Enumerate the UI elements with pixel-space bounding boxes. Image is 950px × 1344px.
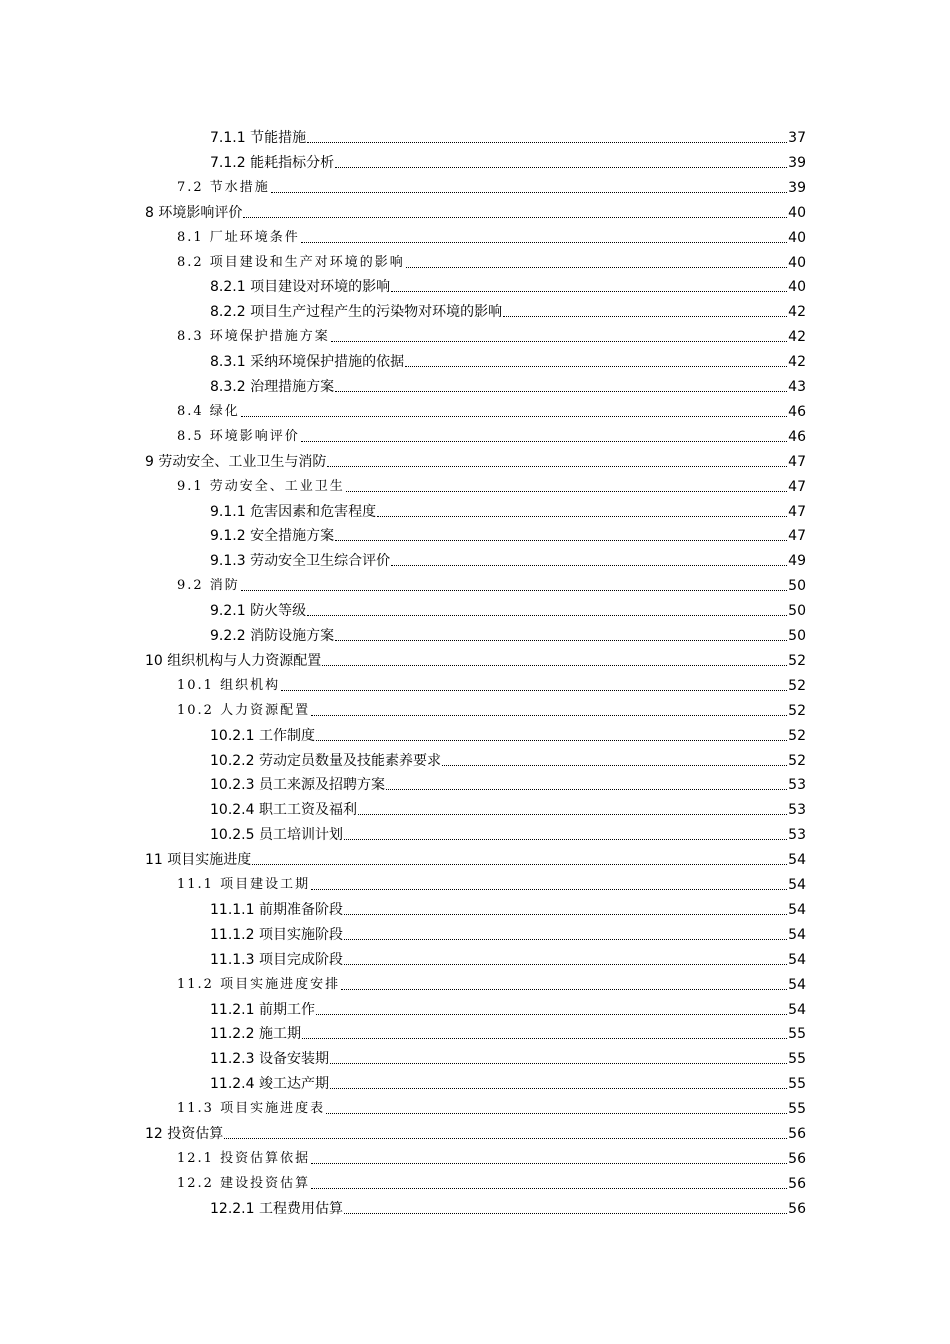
- toc-entry-page-number: 46: [788, 428, 806, 445]
- toc-entry-title: 11.2.4 竣工达产期: [210, 1076, 329, 1093]
- toc-dot-leader: [391, 289, 787, 292]
- toc-dot-leader: [316, 1012, 787, 1015]
- toc-entry-title: 11.2 项目实施进度安排: [177, 976, 341, 992]
- toc-entry-title: 12.2 建设投资估算: [177, 1175, 311, 1191]
- toc-dot-leader: [341, 987, 787, 990]
- toc-entry-title: 11.2.3 设备安装期: [210, 1051, 329, 1068]
- toc-dot-leader: [346, 489, 787, 492]
- toc-entry-title: 12.2.1 工程费用估算: [210, 1200, 343, 1217]
- toc-entry-page-number: 52: [788, 727, 806, 744]
- toc-entry[interactable]: [177, 1096, 806, 1118]
- toc-entry-page-number: 39: [788, 154, 806, 171]
- toc-entry-page-number: 39: [788, 179, 806, 196]
- toc-dot-leader: [311, 1161, 787, 1164]
- toc-entry[interactable]: [210, 1196, 806, 1218]
- toc-entry[interactable]: [145, 200, 806, 222]
- toc-dot-leader: [442, 763, 787, 766]
- toc-dot-leader: [331, 339, 787, 342]
- toc-entry-title: 10.2.4 职工工资及福利: [210, 802, 357, 819]
- toc-entry-title: 9.2.2 消防设施方案: [210, 628, 335, 644]
- toc-dot-leader: [344, 1211, 787, 1214]
- toc-dot-leader: [358, 812, 787, 815]
- toc-dot-leader: [335, 389, 787, 392]
- toc-entry[interactable]: [210, 299, 806, 321]
- toc-entry[interactable]: [210, 150, 806, 172]
- toc-entry[interactable]: [177, 673, 806, 695]
- toc-entry-page-number: 54: [788, 926, 806, 943]
- toc-dot-leader: [311, 887, 787, 890]
- toc-entry-page-number: 50: [788, 628, 806, 644]
- toc-dot-leader: [301, 240, 787, 243]
- toc-entry-title: 9.2 消防: [177, 578, 240, 594]
- toc-dot-leader: [302, 1036, 787, 1039]
- toc-entry-page-number: 40: [788, 229, 806, 246]
- toc-dot-leader: [344, 912, 787, 915]
- toc-entry[interactable]: [210, 598, 806, 620]
- toc-entry-title: 7.1.2 能耗指标分析: [210, 154, 335, 171]
- toc-entry[interactable]: [210, 1071, 806, 1093]
- toc-entry-page-number: 52: [788, 652, 806, 669]
- toc-entry[interactable]: [145, 1121, 806, 1143]
- toc-entry-title: 8.5 环境影响评价: [177, 428, 300, 444]
- toc-entry-page-number: 40: [788, 279, 806, 296]
- toc-entry-page-number: 42: [788, 304, 806, 321]
- toc-dot-leader: [405, 364, 787, 367]
- toc-entry[interactable]: [210, 125, 806, 147]
- toc-dot-leader: [326, 1111, 787, 1114]
- toc-entry-title: 11.1.3 项目完成阶段: [210, 951, 343, 968]
- toc-entry-page-number: 56: [788, 1126, 806, 1142]
- toc-entry-title: 9.2.1 防火等级: [210, 603, 307, 620]
- toc-entry[interactable]: [210, 947, 806, 969]
- toc-entry-page-number: 50: [788, 603, 806, 620]
- toc-entry-title: 9.1 劳动安全、工业卫生: [177, 478, 345, 494]
- toc-entry[interactable]: [210, 797, 806, 819]
- toc-entry[interactable]: [145, 648, 806, 670]
- toc-dot-leader: [243, 215, 787, 218]
- toc-dot-leader: [307, 613, 787, 616]
- toc-entry[interactable]: [210, 748, 806, 770]
- toc-entry-page-number: 53: [788, 777, 806, 794]
- toc-entry[interactable]: [145, 449, 806, 471]
- toc-dot-leader: [271, 190, 787, 193]
- toc-entry-title: 10.2 人力资源配置: [177, 702, 311, 718]
- toc-entry-title: 10.2.3 员工来源及招聘方案: [210, 777, 385, 794]
- toc-entry[interactable]: [177, 324, 806, 346]
- toc-entry-page-number: 53: [788, 827, 806, 844]
- toc-entry-title: 8.4 绿化: [177, 403, 240, 419]
- toc-entry-page-number: 54: [788, 976, 806, 993]
- toc-dot-leader: [386, 787, 787, 790]
- toc-entry-title: 7.2 节水措施: [177, 179, 270, 195]
- toc-entry-title: 10.1 组织机构: [177, 677, 281, 693]
- toc-entry-page-number: 56: [788, 1150, 806, 1167]
- toc-entry-page-number: 55: [788, 1051, 806, 1068]
- toc-entry-title: 8.2.2 项目生产过程产生的污染物对环境的影响: [210, 304, 503, 321]
- toc-entry[interactable]: [177, 1146, 806, 1168]
- toc-entry[interactable]: [177, 872, 806, 894]
- toc-entry-title: 9 劳动安全、工业卫生与消防: [145, 453, 327, 470]
- toc-entry-page-number: 56: [788, 1200, 806, 1217]
- toc-entry-page-number: 52: [788, 702, 806, 719]
- toc-entry-title: 10.2.1 工作制度: [210, 727, 315, 744]
- toc-entry[interactable]: [177, 698, 806, 720]
- toc-entry[interactable]: [210, 623, 806, 645]
- toc-entry-page-number: 54: [788, 852, 806, 869]
- toc-entry-page-number: 54: [788, 951, 806, 968]
- toc-dot-leader: [327, 464, 787, 467]
- toc-entry[interactable]: [210, 499, 806, 521]
- toc-entry-page-number: 37: [788, 130, 806, 146]
- toc-dot-leader: [330, 1061, 787, 1064]
- toc-entry-title: 12 投资估算: [145, 1126, 224, 1142]
- toc-dot-leader: [335, 165, 787, 168]
- toc-entry-page-number: 55: [788, 1076, 806, 1093]
- toc-entry-page-number: 55: [788, 1026, 806, 1043]
- toc-entry[interactable]: [210, 374, 806, 396]
- toc-entry[interactable]: [177, 1171, 806, 1193]
- toc-entry-title: 10 组织机构与人力资源配置: [145, 652, 322, 669]
- toc-entry-page-number: 50: [788, 578, 806, 595]
- toc-entry[interactable]: [177, 399, 806, 421]
- toc-entry-page-number: 55: [788, 1101, 806, 1118]
- toc-dot-leader: [330, 1086, 787, 1089]
- toc-entry[interactable]: [210, 922, 806, 944]
- toc-entry-title: 11 项目实施进度: [145, 852, 252, 869]
- toc-entry[interactable]: [210, 548, 806, 570]
- toc-entry-title: 9.1.3 劳动安全卫生综合评价: [210, 553, 391, 570]
- toc-entry-page-number: 46: [788, 403, 806, 420]
- toc-dot-leader: [503, 314, 787, 317]
- toc-dot-leader: [316, 738, 787, 741]
- toc-entry-title: 11.1 项目建设工期: [177, 877, 311, 892]
- toc-entry-title: 8 环境影响评价: [145, 204, 243, 221]
- toc-entry[interactable]: [210, 523, 806, 545]
- toc-entry-title: 8.3 环境保护措施方案: [177, 329, 330, 345]
- toc-entry[interactable]: [210, 723, 806, 745]
- toc-entry[interactable]: [210, 349, 806, 371]
- toc-entry-page-number: 54: [788, 877, 806, 893]
- toc-entry-page-number: 47: [788, 478, 806, 495]
- toc-entry-title: 9.1.1 危害因素和危害程度: [210, 503, 377, 520]
- toc-entry[interactable]: [210, 822, 806, 844]
- toc-entry-title: 11.1.1 前期准备阶段: [210, 901, 343, 918]
- toc-dot-leader: [311, 1186, 787, 1189]
- toc-entry-title: 8.3.2 治理措施方案: [210, 379, 335, 395]
- toc-entry-title: 11.3 项目实施进度表: [177, 1101, 326, 1117]
- toc-dot-leader: [344, 837, 787, 840]
- toc-dot-leader: [335, 638, 787, 641]
- toc-entry[interactable]: [210, 1021, 806, 1043]
- toc-entry-page-number: 43: [788, 379, 806, 395]
- toc-entry[interactable]: [177, 250, 806, 272]
- toc-entry[interactable]: [145, 847, 806, 869]
- toc-entry-page-number: 53: [788, 802, 806, 819]
- toc-dot-leader: [322, 663, 787, 666]
- toc-entry[interactable]: [177, 175, 806, 197]
- toc-entry[interactable]: [177, 573, 806, 595]
- toc-entry-title: 8.2 项目建设和生产对环境的影响: [177, 254, 405, 270]
- toc-entry-page-number: 42: [788, 329, 806, 346]
- toc-entry-page-number: 47: [788, 503, 806, 520]
- toc-entry[interactable]: [177, 972, 806, 994]
- toc-entry[interactable]: [210, 897, 806, 919]
- toc-entry-title: 10.2.2 劳动定员数量及技能素养要求: [210, 752, 441, 769]
- toc-entry[interactable]: [177, 225, 806, 247]
- toc-entry-title: 12.1 投资估算依据: [177, 1150, 311, 1166]
- toc-entry-title: 8.2.1 项目建设对环境的影响: [210, 279, 391, 296]
- toc-entry[interactable]: [177, 424, 806, 446]
- toc-entry-title: 10.2.5 员工培训计划: [210, 827, 343, 844]
- toc-entry-page-number: 40: [788, 204, 806, 221]
- toc-dot-leader: [252, 862, 787, 865]
- toc-entry-title: 9.1.2 安全措施方案: [210, 528, 335, 545]
- toc-dot-leader: [391, 563, 787, 566]
- toc-entry-title: 8.1 厂址环境条件: [177, 229, 300, 245]
- toc-entry-title: 11.2.2 施工期: [210, 1026, 301, 1043]
- toc-dot-leader: [224, 1136, 787, 1139]
- toc-entry[interactable]: [177, 474, 806, 496]
- toc-dot-leader: [241, 414, 787, 417]
- toc-entry-page-number: 54: [788, 901, 806, 918]
- toc-entry-page-number: 42: [788, 354, 806, 371]
- toc-entry-title: 11.1.2 项目实施阶段: [210, 926, 343, 943]
- toc-entry-title: 8.3.1 采纳环境保护措施的依据: [210, 354, 405, 371]
- toc-dot-leader: [335, 538, 787, 541]
- toc-entry-title: 7.1.1 节能措施: [210, 130, 307, 146]
- toc-dot-leader: [344, 937, 787, 940]
- toc-entry-page-number: 47: [788, 528, 806, 545]
- toc-entry-page-number: 54: [788, 1001, 806, 1018]
- toc-entry-page-number: 52: [788, 752, 806, 769]
- toc-entry[interactable]: [210, 1046, 806, 1068]
- toc-entry-page-number: 40: [788, 254, 806, 271]
- toc-entry-page-number: 52: [788, 677, 806, 694]
- toc-entry-title: 11.2.1 前期工作: [210, 1001, 315, 1018]
- toc-dot-leader: [311, 713, 787, 716]
- toc-dot-leader: [377, 514, 787, 517]
- toc-entry[interactable]: [210, 997, 806, 1019]
- toc-entry-page-number: 49: [788, 553, 806, 570]
- toc-dot-leader: [307, 140, 787, 143]
- toc-entry-page-number: 56: [788, 1175, 806, 1192]
- toc-dot-leader: [406, 265, 787, 268]
- toc-dot-leader: [241, 588, 787, 591]
- toc-entry[interactable]: [210, 772, 806, 794]
- toc-dot-leader: [301, 439, 787, 442]
- toc-dot-leader: [344, 962, 787, 965]
- toc-entry-page-number: 47: [788, 453, 806, 470]
- toc-entry[interactable]: [210, 274, 806, 296]
- toc-dot-leader: [281, 688, 787, 691]
